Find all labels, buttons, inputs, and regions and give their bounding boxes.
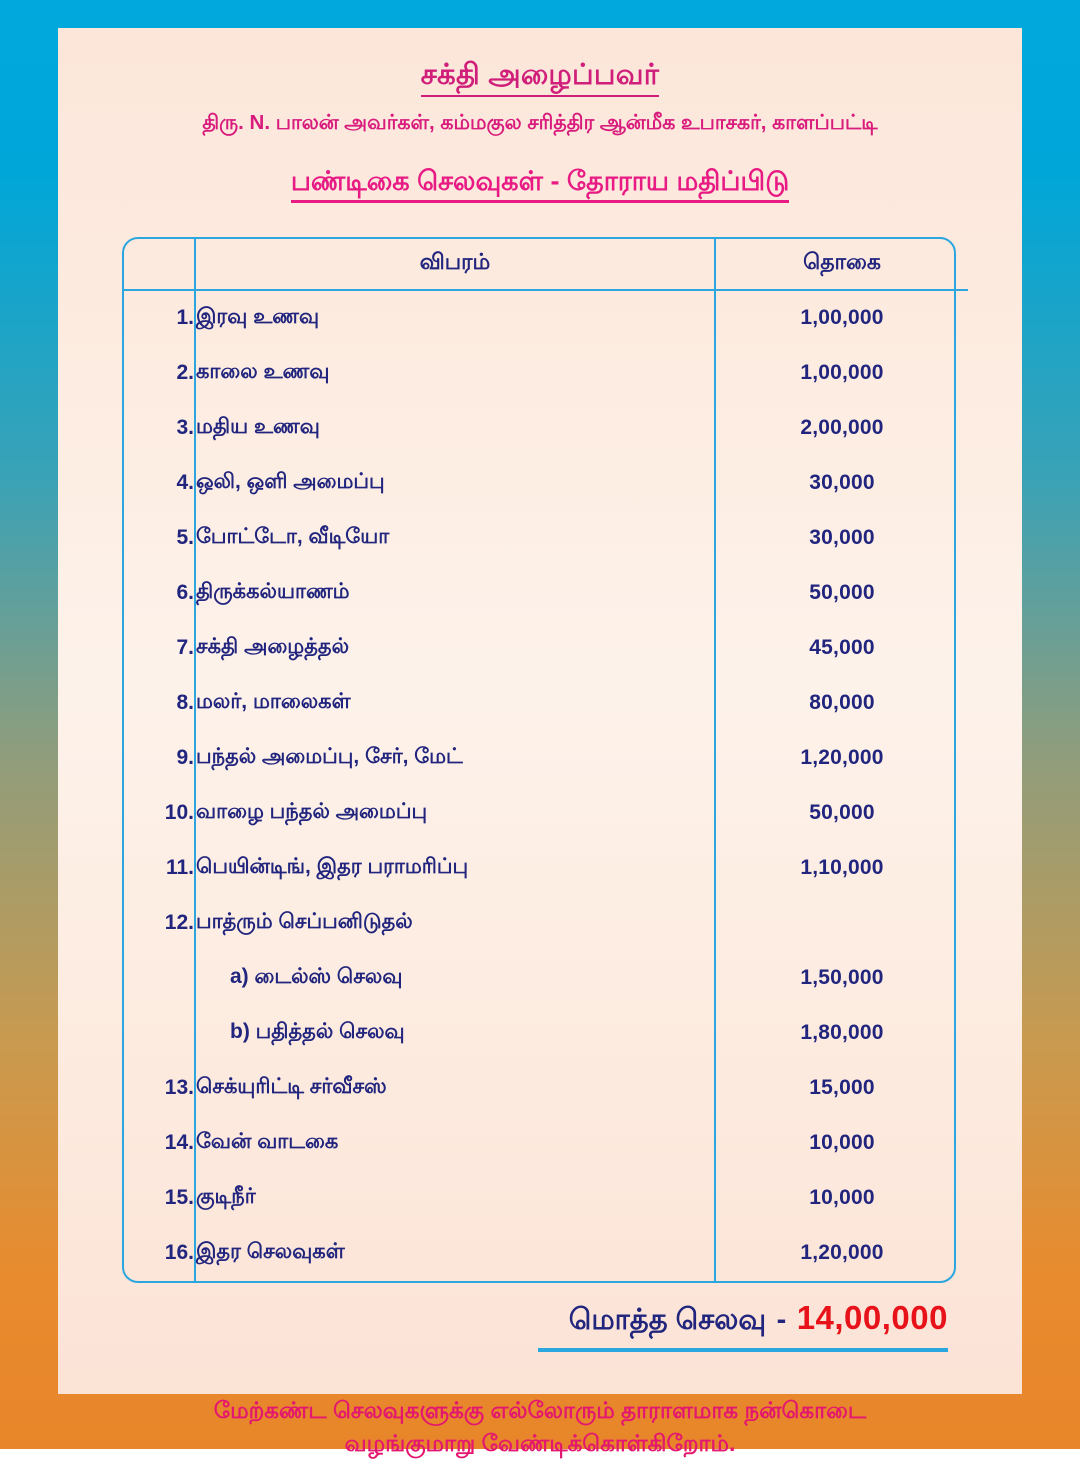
row-number: 2.: [123, 346, 195, 401]
row-description: ஒலி, ஒளி அமைப்பு: [195, 456, 715, 511]
table-row: [123, 1061, 969, 1116]
column-header-no: [123, 238, 195, 290]
row-number: 3.: [123, 401, 195, 456]
table-row: [123, 676, 969, 731]
row-description: வாழை பந்தல் அமைப்பு: [195, 786, 715, 841]
row-number: 13.: [123, 1061, 195, 1116]
row-amount: 10,000: [809, 1131, 875, 1155]
table-header-row: [123, 238, 969, 290]
column-header-desc: விபரம்: [195, 238, 715, 290]
table-row: [123, 786, 969, 841]
row-amount: 1,20,000: [800, 746, 884, 770]
row-number: 10.: [123, 786, 195, 841]
page-subtitle: திரு. N. பாலன் அவர்கள், கம்மகுல சரித்திர ஆன்மீக உபாசகர், காளப்பட்டி: [202, 110, 878, 134]
row-amount: 30,000: [809, 526, 875, 550]
row-amount: [715, 896, 969, 951]
expenses-table-wrap: [122, 237, 956, 1283]
row-description: மதிய உணவு: [195, 401, 715, 456]
column-header-amount: தொகை: [715, 238, 969, 290]
total-underline: [538, 1348, 948, 1352]
row-description: பெயின்டிங், இதர பராமரிப்பு: [195, 841, 715, 896]
row-amount: 1,20,000: [800, 1241, 884, 1265]
row-amount: 1,00,000: [800, 306, 884, 330]
poster-sheet: [58, 28, 1022, 1457]
row-number: 11.: [123, 841, 195, 896]
total-label: மொத்த செலவு: [568, 1303, 767, 1336]
table-head: [123, 238, 969, 290]
table-row: [123, 346, 969, 401]
row-amount: 1,50,000: [800, 966, 884, 990]
row-number: 6.: [123, 566, 195, 621]
table-row: [123, 841, 969, 896]
row-amount: 80,000: [809, 691, 875, 715]
row-number: 15.: [123, 1171, 195, 1226]
footer-line-1: மேற்கண்ட செலவுகளுக்கு எல்லோரும் தாராளமாக நன்கொடை: [213, 1396, 867, 1423]
row-amount: 1,10,000: [800, 856, 884, 880]
row-description: திருக்கல்யாணம்: [195, 566, 715, 621]
table-row: [123, 896, 969, 951]
row-number: [123, 1006, 195, 1061]
row-number: 8.: [123, 676, 195, 731]
table-row: [123, 1116, 969, 1171]
row-amount: 1,80,000: [800, 1021, 884, 1045]
table-body: [123, 290, 969, 1282]
page-title: [58, 28, 1022, 97]
row-amount: 50,000: [809, 801, 875, 825]
row-description: சக்தி அழைத்தல்: [195, 621, 715, 676]
row-description: பாத்ரும் செப்பனிடுதல்: [195, 896, 715, 951]
table-row: [123, 401, 969, 456]
row-number: 7.: [123, 621, 195, 676]
row-amount: 15,000: [809, 1076, 875, 1100]
row-description: a) டைல்ஸ் செலவு: [195, 951, 715, 1006]
row-number: [123, 951, 195, 1006]
section-title: [58, 165, 1022, 202]
table-row: [123, 1171, 969, 1226]
row-number: 12.: [123, 896, 195, 951]
table-row: [123, 456, 969, 511]
row-amount: 45,000: [809, 636, 875, 660]
table-row: [123, 1226, 969, 1282]
table-row: [123, 731, 969, 786]
row-number: 4.: [123, 456, 195, 511]
row-description: போட்டோ, வீடியோ: [195, 511, 715, 566]
row-description: இதர செலவுகள்: [195, 1226, 715, 1282]
table-row: [123, 621, 969, 676]
row-amount: 30,000: [809, 471, 875, 495]
row-number: 16.: [123, 1226, 195, 1282]
row-description: மலர், மாலைகள்: [195, 676, 715, 731]
row-amount: 2,00,000: [800, 416, 884, 440]
row-amount: 10,000: [809, 1186, 875, 1210]
table-row: [123, 290, 969, 346]
row-description: பந்தல் அமைப்பு, சேர், மேட்: [195, 731, 715, 786]
row-description: வேன் வாடகை: [195, 1116, 715, 1171]
footer-line-2: வழங்குமாறு வேண்டிக்கொள்கிறோம்.: [344, 1430, 736, 1457]
row-number: 5.: [123, 511, 195, 566]
expenses-table: [122, 237, 970, 1283]
row-number: 14.: [123, 1116, 195, 1171]
page-title-text: சக்தி அழைப்பவர்: [421, 58, 660, 97]
row-description: b) பதித்தல் செலவு: [195, 1006, 715, 1061]
row-description: குடிநீர்: [195, 1171, 715, 1226]
total-value: 14,00,000: [796, 1298, 948, 1336]
row-number: 9.: [123, 731, 195, 786]
row-number: 1.: [123, 290, 195, 346]
row-amount: 50,000: [809, 581, 875, 605]
total-line: [569, 1299, 948, 1340]
table-row: [123, 951, 969, 1006]
total-block: [122, 1299, 956, 1352]
row-amount: 1,00,000: [800, 361, 884, 385]
table-row: [123, 566, 969, 621]
section-title-text: பண்டிகை செலவுகள் - தோராய மதிப்பிடு: [291, 165, 789, 202]
table-row: [123, 511, 969, 566]
total-separator: -: [776, 1303, 787, 1336]
row-description: இரவு உணவு: [195, 290, 715, 346]
footer-note: [58, 1394, 1022, 1461]
row-description: காலை உணவு: [195, 346, 715, 401]
row-description: செக்யுரிட்டி சர்வீசஸ்: [195, 1061, 715, 1116]
table-row: [123, 1006, 969, 1061]
